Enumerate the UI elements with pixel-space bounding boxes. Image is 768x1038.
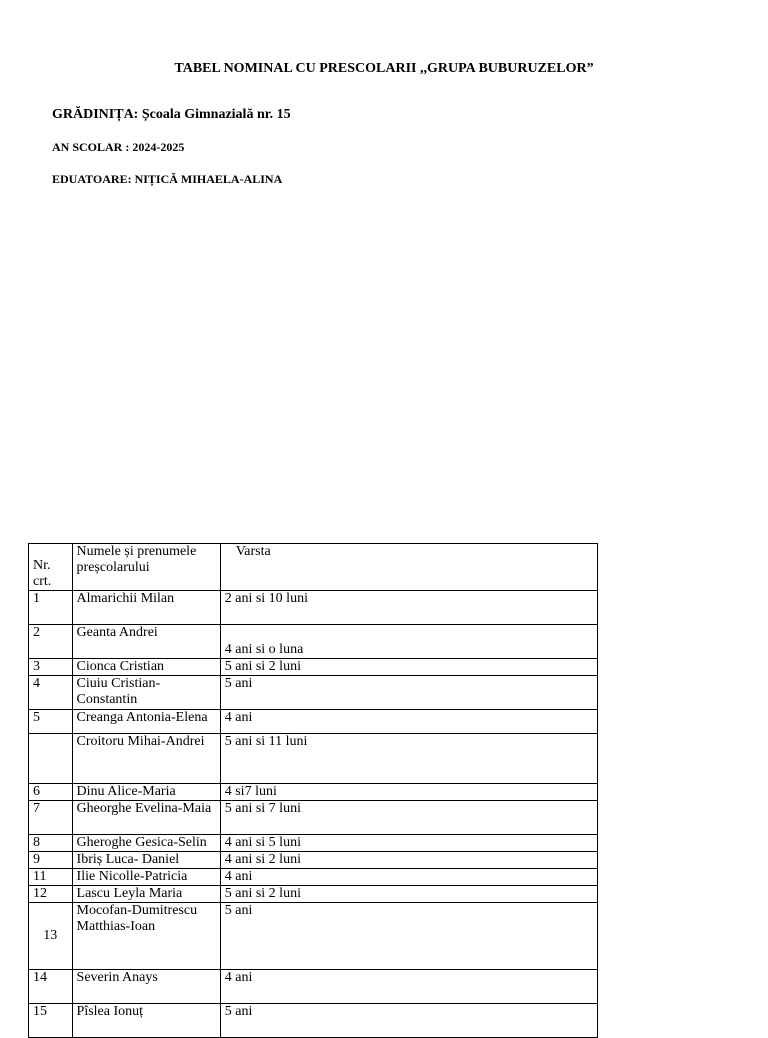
table-row — [29, 1004, 598, 1038]
row-name: Severin Anays — [72, 970, 220, 1004]
row-age: 5 ani si 2 luni — [220, 886, 597, 903]
table-row — [29, 835, 598, 852]
row-name: Ibriș Luca- Daniel — [72, 852, 220, 869]
row-age: 2 ani si 10 luni — [220, 591, 597, 625]
row-age: 5 ani — [220, 903, 597, 970]
row-nr: 7 — [29, 801, 73, 835]
row-name: Gheorghe Evelina-Maia — [72, 801, 220, 835]
row-nr: 11 — [29, 869, 73, 886]
row-age: 5 ani si 11 luni — [220, 734, 597, 784]
row-nr: 3 — [29, 659, 73, 676]
row-age: 5 ani — [220, 1004, 597, 1038]
row-nr: 13 — [29, 903, 73, 970]
table-row — [29, 676, 598, 710]
row-name: Ciuiu Cristian-Constantin — [72, 676, 220, 710]
table-row — [29, 591, 598, 625]
table-row — [29, 625, 598, 659]
row-name: Dinu Alice-Maria — [72, 784, 220, 801]
row-nr: 4 — [29, 676, 73, 710]
row-name: Almarichii Milan — [72, 591, 220, 625]
teacher-name: EDUATOARE: NIȚICĂ MIHAELA-ALINA — [52, 172, 283, 186]
table-row — [29, 903, 598, 970]
row-name: Lascu Leyla Maria — [72, 886, 220, 903]
table-row — [29, 784, 598, 801]
row-name: Cionca Cristian — [72, 659, 220, 676]
row-age: 5 ani si 2 luni — [220, 659, 597, 676]
row-age: 5 ani — [220, 676, 597, 710]
row-nr: 1 — [29, 591, 73, 625]
table-row — [29, 869, 598, 886]
row-nr: 5 — [29, 710, 73, 734]
row-nr: 8 — [29, 835, 73, 852]
table-row — [29, 886, 598, 903]
table-row — [29, 801, 598, 835]
school-year: AN SCOLAR : 2024-2025 — [52, 140, 185, 154]
table-row — [29, 710, 598, 734]
row-nr: 14 — [29, 970, 73, 1004]
row-nr: 15 — [29, 1004, 73, 1038]
row-age: 4 ani si 5 luni — [220, 835, 597, 852]
row-name: Mocofan-Dumitrescu Matthias-Ioan — [72, 903, 220, 970]
roster-table — [28, 543, 598, 1038]
row-nr: 9 — [29, 852, 73, 869]
school-name: GRĂDINIȚA: Școala Gimnazială nr. 15 — [52, 107, 291, 122]
table-row — [29, 970, 598, 1004]
row-nr — [29, 734, 73, 784]
row-age: 4 ani — [220, 970, 597, 1004]
table-row — [29, 659, 598, 676]
document-title: TABEL NOMINAL CU PRESCOLARII ,,GRUPA BUBURUZELOR” — [174, 61, 594, 76]
row-name: Pîslea Ionuț — [72, 1004, 220, 1038]
row-name: Croitoru Mihai-Andrei — [72, 734, 220, 784]
row-name: Geanta Andrei — [72, 625, 220, 659]
header-age: Varsta — [220, 544, 597, 591]
header-nr: Nr. crt. — [29, 544, 73, 591]
row-name: Gheroghe Gesica-Selin — [72, 835, 220, 852]
table-row — [29, 852, 598, 869]
header-name: Numele și prenumele preșcolarului — [72, 544, 220, 591]
row-nr: 2 — [29, 625, 73, 659]
row-age: 4 ani si o luna — [220, 625, 597, 659]
row-nr: 12 — [29, 886, 73, 903]
row-name: Ilie Nicolle-Patricia — [72, 869, 220, 886]
row-nr: 6 — [29, 784, 73, 801]
row-age: 4 ani — [220, 710, 597, 734]
row-age: 4 si7 luni — [220, 784, 597, 801]
table-header-row — [29, 544, 598, 591]
row-age: 4 ani si 2 luni — [220, 852, 597, 869]
row-name: Creanga Antonia-Elena — [72, 710, 220, 734]
row-age: 5 ani si 7 luni — [220, 801, 597, 835]
table-row — [29, 734, 598, 784]
row-age: 4 ani — [220, 869, 597, 886]
